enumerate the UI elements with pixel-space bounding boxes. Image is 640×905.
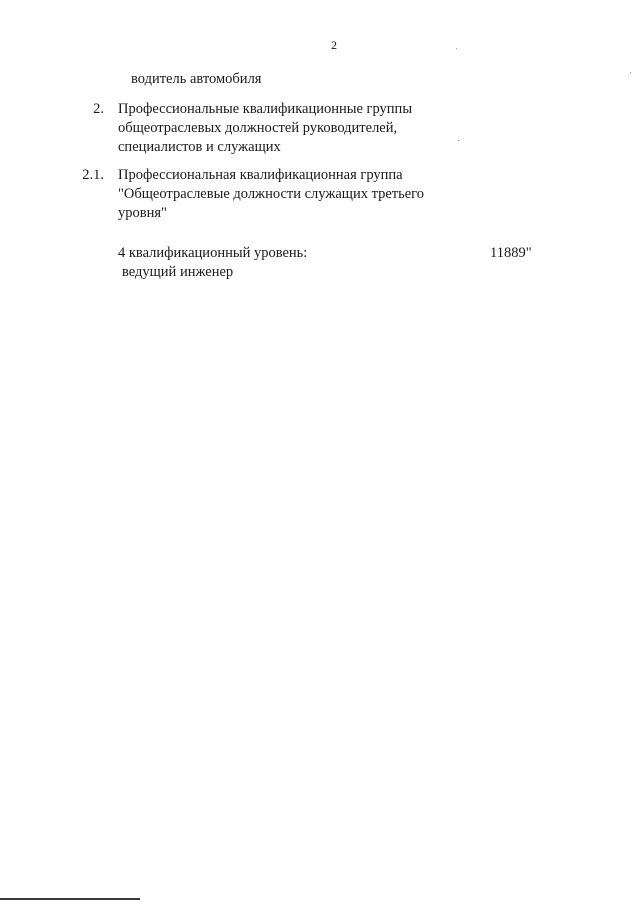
- subitem-heading: [118, 166, 424, 223]
- scan-speck: [456, 48, 457, 49]
- subitem-heading-line: Профессиональная квалификационная группа: [118, 167, 403, 183]
- qualification-position: ведущий инженер: [122, 264, 234, 280]
- qualification-level: [118, 244, 307, 282]
- scan-speck: [630, 72, 631, 73]
- item-heading-line: специалистов и служащих: [118, 139, 281, 155]
- continuation-line: водитель автомобиля: [131, 71, 262, 87]
- scan-speck: [458, 140, 459, 141]
- salary-value: 11889": [490, 245, 532, 261]
- subitem-heading-line: уровня": [118, 205, 167, 221]
- page-number: 2: [331, 38, 337, 52]
- item-number: 2.: [93, 101, 104, 117]
- subitem-heading-line: "Общеотраслевые должности служащих третьего: [118, 186, 425, 202]
- item-heading-line: Профессиональные квалификационные группы: [118, 101, 413, 117]
- item-heading-line: общеотраслевых должностей руководителей,: [118, 120, 398, 136]
- subitem-number: 2.1.: [82, 167, 104, 183]
- qualification-level-label: 4 квалификационный уровень:: [118, 245, 308, 261]
- footer-rule: [0, 898, 140, 900]
- item-heading: [118, 100, 412, 157]
